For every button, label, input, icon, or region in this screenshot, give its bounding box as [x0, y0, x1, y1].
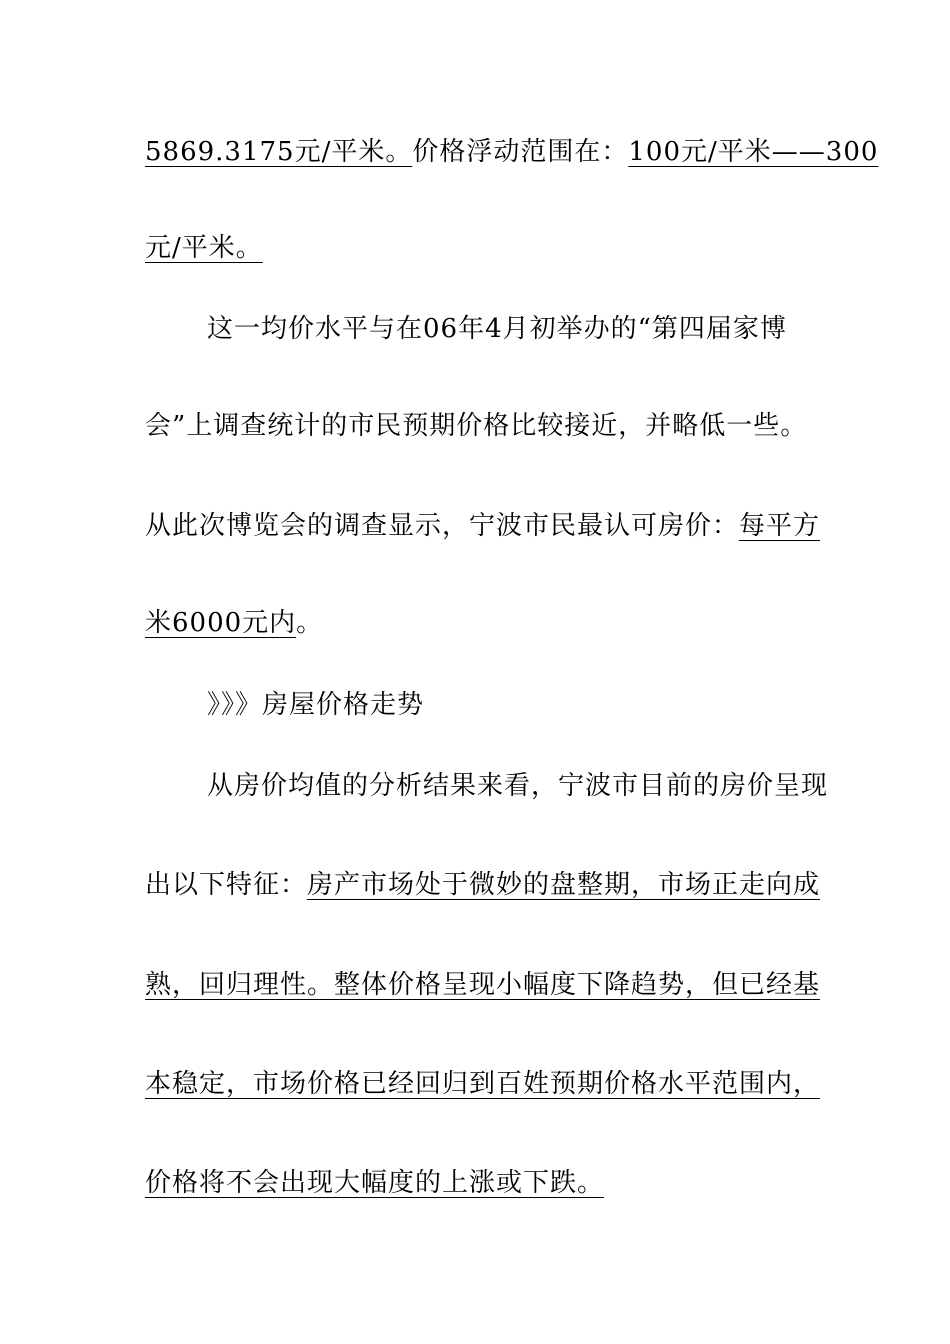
- underlined-price-range: 100元/平米——300: [628, 137, 879, 167]
- text-line-10: [145, 969, 820, 1001]
- underlined-price-average: 5869.3175元/平米。: [145, 137, 413, 167]
- section-heading: [207, 689, 424, 721]
- text-line-1: [145, 136, 878, 168]
- text-fragment: 会”上调查统计的市民预期价格比较接近，并略低一些。: [145, 411, 808, 441]
- underlined-accepted-price: 每平方: [739, 511, 821, 541]
- text-line-6: [145, 607, 323, 639]
- text-fragment: 。: [296, 608, 324, 638]
- text-fragment: 从房价均值的分析结果来看，宁波市目前的房价呈现: [207, 771, 829, 801]
- underlined-market-trend: 房产市场处于微妙的盘整期，市场正走向成: [307, 870, 821, 900]
- section-heading-text: 》》》房屋价格走势: [207, 690, 425, 720]
- underlined-accepted-price-end: 米6000元内: [145, 608, 297, 638]
- underlined-price-range-end: 元/平米。: [145, 233, 263, 263]
- text-fragment: 从此次博览会的调查显示，宁波市民最认可房价：: [145, 511, 740, 541]
- text-line-2: [145, 232, 263, 264]
- paragraph-start-1: [207, 313, 787, 345]
- paragraph-start-2: [207, 770, 828, 802]
- underlined-market-trend-cont: 本稳定，市场价格已经回归到百姓预期价格水平范围内，: [145, 1069, 821, 1099]
- text-line-5: [145, 510, 820, 542]
- text-fragment: 这一均价水平与在06年4月初举办的“第四届家博: [207, 314, 787, 344]
- underlined-market-trend-cont: 熟，回归理性。整体价格呈现小幅度下降趋势，但已经基: [145, 970, 821, 1000]
- text-line-11: [145, 1068, 820, 1100]
- text-line-12: [145, 1167, 604, 1199]
- text-line-4: [145, 410, 807, 442]
- text-fragment: 出以下特征：: [145, 870, 308, 900]
- text-fragment: 价格浮动范围在：: [412, 137, 629, 167]
- underlined-market-trend-end: 价格将不会出现大幅度的上涨或下跌。: [145, 1168, 605, 1198]
- text-line-9: [145, 869, 820, 901]
